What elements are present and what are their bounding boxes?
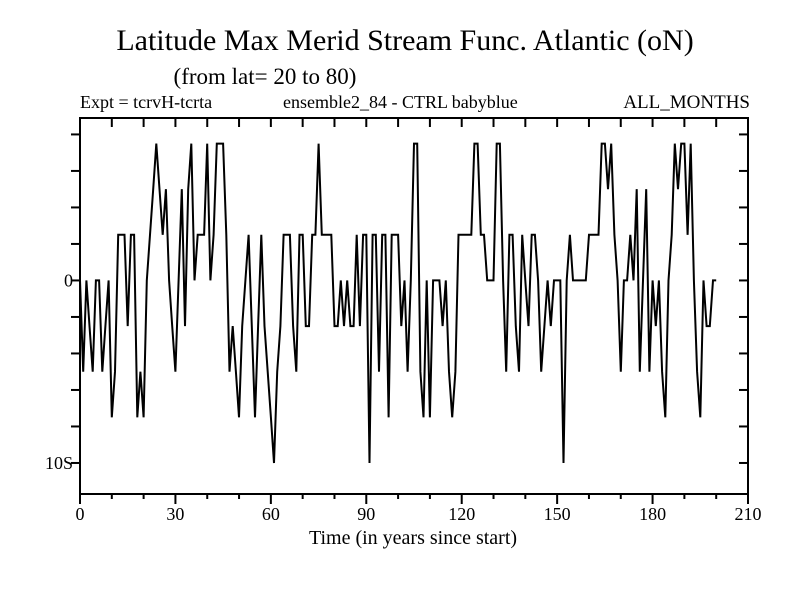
y-tick-label: 0 (64, 270, 73, 291)
x-tick-label: 0 (75, 504, 85, 524)
x-tick-label: 120 (448, 504, 476, 524)
x-tick-label: 180 (639, 504, 667, 524)
plot-subtitle: (from lat= 20 to 80) (173, 64, 357, 89)
experiment-label: Expt = tcrvH-tcrta (80, 92, 213, 112)
x-tick-label: 210 (734, 504, 762, 524)
plot-title: Latitude Max Merid Stream Func. Atlantic (oN) (116, 24, 694, 57)
x-tick-label: 150 (543, 504, 571, 524)
x-tick-label: 60 (261, 504, 280, 524)
y-tick-label: 10S (44, 452, 73, 473)
run-comparison-label: ensemble2_84 - CTRL babyblue (283, 92, 518, 112)
season-label: ALL_MONTHS (623, 92, 750, 113)
x-tick-label: 90 (357, 504, 376, 524)
data-line (80, 144, 716, 463)
x-axis-title: Time (in years since start) (308, 527, 518, 549)
x-tick-label: 30 (166, 504, 185, 524)
